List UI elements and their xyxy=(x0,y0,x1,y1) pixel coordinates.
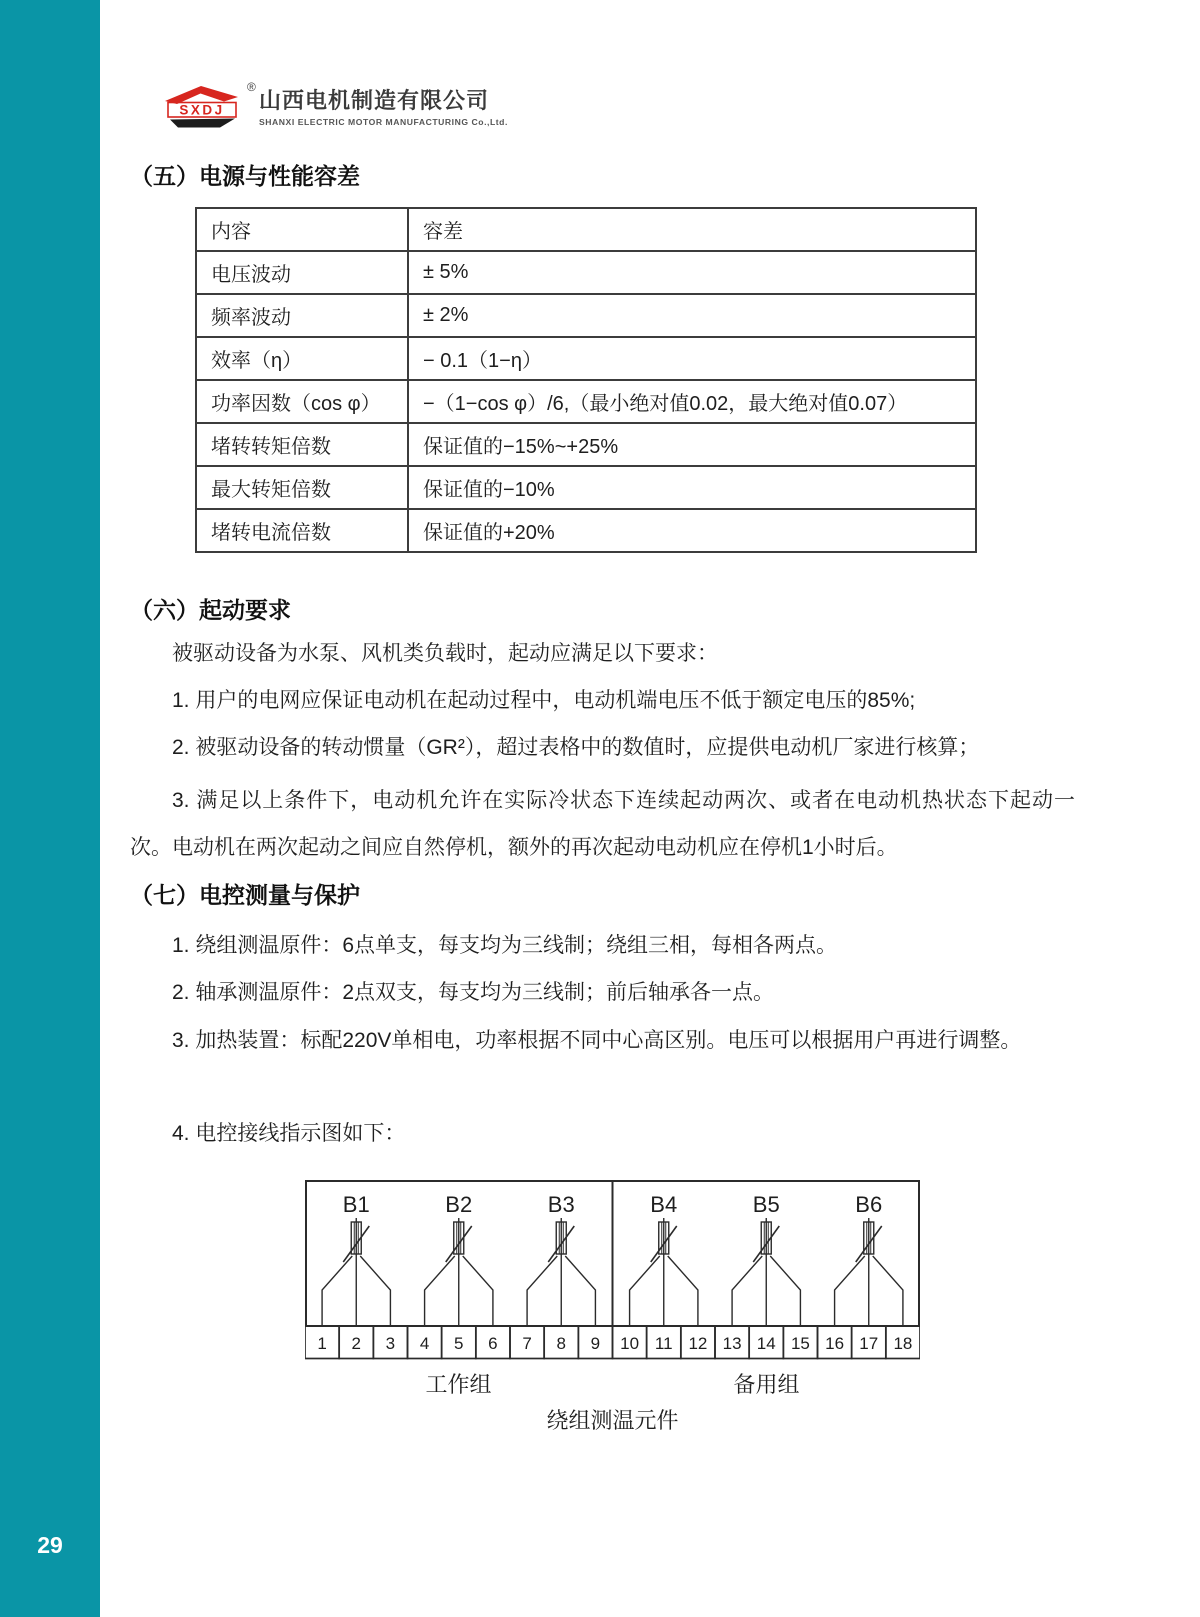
section6-heading: （六）起动要求 xyxy=(130,597,291,623)
table-row xyxy=(196,294,976,337)
row-value: ± 2% xyxy=(408,294,976,337)
terminal-number: 6 xyxy=(488,1334,498,1353)
sensor-right-wire xyxy=(463,1256,493,1326)
table-row xyxy=(196,337,976,380)
row-label: 频率波动 xyxy=(196,294,408,337)
row-label: 电压波动 xyxy=(196,251,408,294)
header-cell-content: 内容 xyxy=(196,208,408,251)
table-row xyxy=(196,380,976,423)
sensor-left-wire xyxy=(425,1256,455,1326)
working-group-label: 工作组 xyxy=(425,1372,492,1397)
row-value: 保证值的−15%~+25% xyxy=(408,423,976,466)
terminal-number: 12 xyxy=(688,1334,708,1353)
wiring-diagram xyxy=(305,1180,920,1360)
sensor-right-wire xyxy=(565,1256,595,1326)
backup-group-label: 备用组 xyxy=(733,1372,800,1397)
sensor-label: B1 xyxy=(342,1192,370,1217)
row-value: − 0.1（1−η） xyxy=(408,337,976,380)
sensor-right-wire xyxy=(770,1256,800,1326)
section5-heading: （五）电源与性能容差 xyxy=(130,163,360,189)
table-header-row xyxy=(196,208,976,251)
company-name-cn: 山西电机制造有限公司 xyxy=(259,88,490,113)
sensor-left-wire xyxy=(835,1256,865,1326)
sensor-label: B6 xyxy=(855,1192,883,1217)
row-value: −（1−cos φ）/6,（最小绝对值0.02，最大绝对值0.07） xyxy=(408,380,976,423)
terminal-number: 14 xyxy=(756,1334,776,1353)
company-name-en: SHANXI ELECTRIC MOTOR MANUFACTURING Co.,Ltd. xyxy=(259,117,508,127)
registered-mark: ® xyxy=(247,80,256,94)
sensor-right-wire xyxy=(873,1256,903,1326)
sensor-label: B5 xyxy=(752,1192,780,1217)
sensor-left-wire xyxy=(630,1256,660,1326)
terminal-number: 4 xyxy=(419,1334,430,1353)
accent-sidebar xyxy=(0,0,100,1617)
terminal-number: 8 xyxy=(556,1334,566,1353)
section6-item-3: 3. 满足以上条件下，电动机允许在实际冷状态下连续起动两次、或者在电动机热状态下起动一次。电动机在两次起动之间应自然停机，额外的再次起动电动机应在停机1小时后。 xyxy=(130,789,1075,859)
section6-intro: 被驱动设备为水泵、风机类负载时，起动应满足以下要求： xyxy=(172,642,718,665)
section7-item-3: 3. 加热装置：标配220V单相电，功率根据不同中心高区别。电压可以根据用户再进行调整。 xyxy=(172,1029,1022,1052)
terminal-number: 16 xyxy=(825,1334,845,1353)
row-value: 保证值的−10% xyxy=(408,466,976,509)
row-label: 最大转矩倍数 xyxy=(196,466,408,509)
section7-item-4: 4. 电控接线指示图如下： xyxy=(172,1122,406,1145)
terminal-number: 11 xyxy=(654,1334,673,1353)
sensor-right-wire xyxy=(668,1256,698,1326)
section7-item-2: 2. 轴承测温原件：2点双支，每支均为三线制；前后轴承各一点。 xyxy=(172,981,775,1004)
header-cell-tolerance: 容差 xyxy=(408,208,976,251)
row-label: 效率（η） xyxy=(196,337,408,380)
terminal-number: 3 xyxy=(385,1334,396,1353)
section7-item-1: 1. 绕组测温原件：6点单支，每支均为三线制；绕组三相，每相各两点。 xyxy=(172,934,838,957)
company-name xyxy=(259,84,508,127)
terminal-number: 1 xyxy=(317,1334,327,1353)
terminal-number: 5 xyxy=(454,1334,464,1353)
row-label: 功率因数（cos φ） xyxy=(196,380,408,423)
winding-temperature-diagram xyxy=(305,1180,920,1360)
section6-item-1: 1. 用户的电网应保证电动机在起动过程中，电动机端电压不低于额定电压的85%; xyxy=(172,689,916,712)
table-row xyxy=(196,251,976,294)
table-row xyxy=(196,466,976,509)
terminal-number: 15 xyxy=(790,1334,810,1353)
terminal-number: 9 xyxy=(590,1334,601,1353)
svg-text:SXDJ: SXDJ xyxy=(179,102,225,118)
terminal-number: 13 xyxy=(722,1334,742,1353)
terminal-number: 2 xyxy=(351,1334,361,1353)
row-value: 保证值的+20% xyxy=(408,509,976,552)
terminal-number: 10 xyxy=(620,1334,640,1353)
section7-heading: （七）电控测量与保护 xyxy=(130,882,360,908)
sensor-left-wire xyxy=(732,1256,762,1326)
diagram-caption: 绕组测温元件 xyxy=(546,1408,679,1433)
sensor-label: B4 xyxy=(650,1192,678,1217)
row-value: ± 5% xyxy=(408,251,976,294)
sensor-left-wire xyxy=(527,1256,557,1326)
row-label: 堵转电流倍数 xyxy=(196,509,408,552)
table-row xyxy=(196,423,976,466)
row-label: 堵转转矩倍数 xyxy=(196,423,408,466)
sensor-right-wire xyxy=(360,1256,390,1326)
terminal-number: 7 xyxy=(522,1334,532,1353)
tolerance-table xyxy=(195,207,977,553)
sensor-label: B3 xyxy=(547,1192,575,1217)
sxdj-logo-icon xyxy=(163,84,241,128)
section6-item-2: 2. 被驱动设备的转动惯量（GR²），超过表格中的数值时，应提供电动机厂家进行核算； xyxy=(172,736,980,759)
sensor-left-wire xyxy=(322,1256,352,1326)
page-number: 29 xyxy=(37,1532,63,1558)
sensor-label: B2 xyxy=(445,1192,473,1217)
terminal-number: 17 xyxy=(859,1334,879,1353)
table-row xyxy=(196,509,976,552)
terminal-number: 18 xyxy=(893,1334,913,1353)
